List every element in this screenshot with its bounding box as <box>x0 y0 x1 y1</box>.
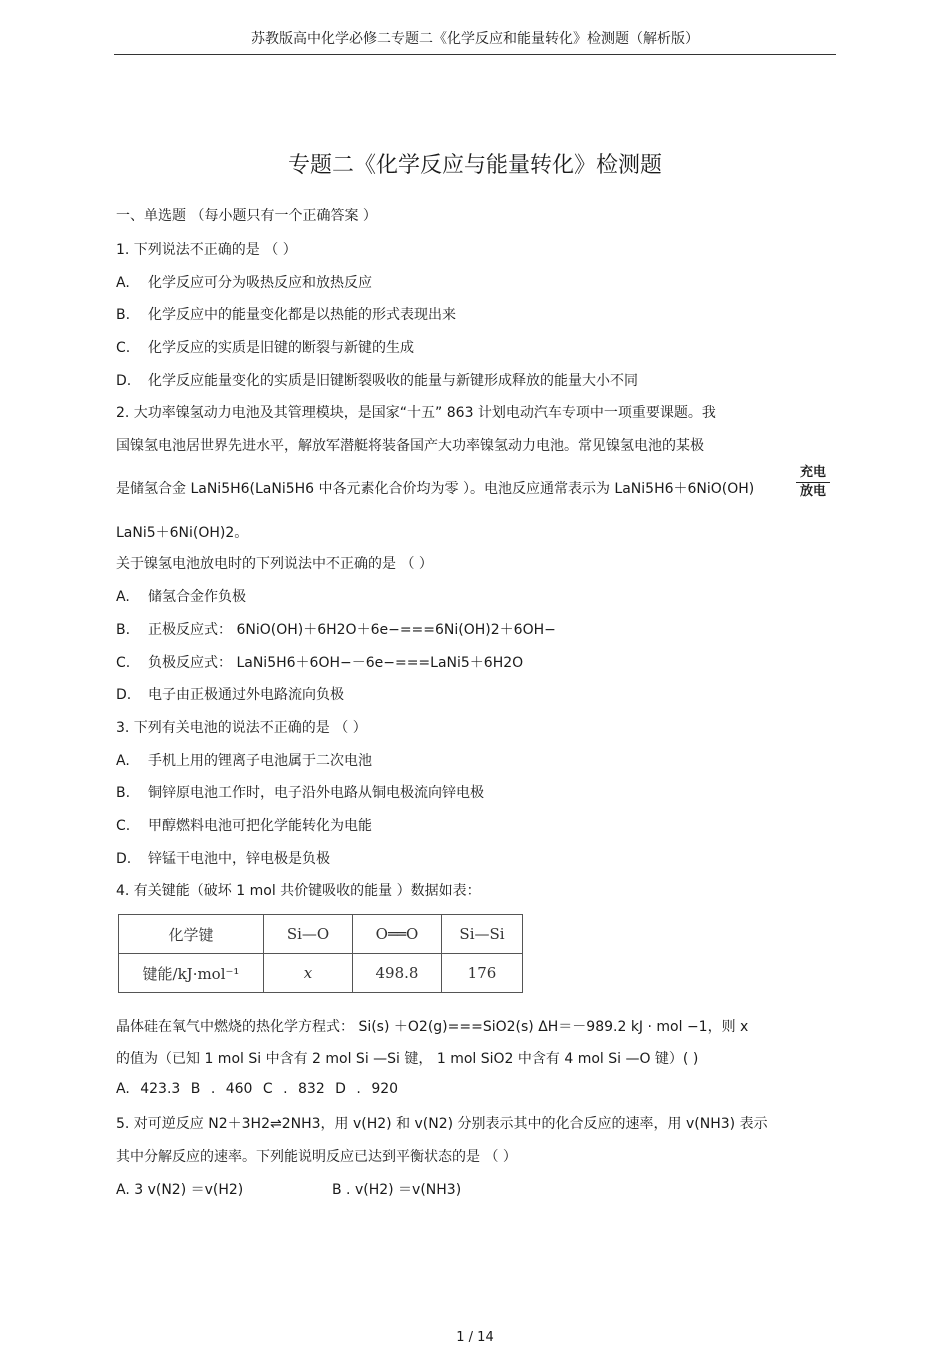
q3-option-c <box>116 815 372 835</box>
q4-equation-line: 晶体硅在氧气中燃烧的热化学方程式： Si(s) ＋O2(g)===SiO2(s) ΔH＝－989.2 kJ · mol −1，则 x <box>116 1019 749 1035</box>
charge-discharge-arrow <box>796 465 830 500</box>
q4-answers: A. 423.3 B . 460 C . 832 D . 920 <box>116 1081 399 1097</box>
q2-option-b <box>116 619 556 639</box>
q3-option-d <box>116 848 330 868</box>
q1-option-a <box>116 272 372 292</box>
table-header-row <box>119 915 523 954</box>
q5-option-a: A. 3 v(N2) ＝v(H2) <box>116 1182 244 1198</box>
q5-line-1: 5. 对可逆反应 N2＋3H2⇌2NH3，用 v(H2) 和 v(N2) 分别表示其中的化合反应的速率，用 v(NH3) 表示 <box>116 1116 768 1132</box>
option-text: 储氢合金作负极 <box>148 589 246 605</box>
option-text: 甲醇燃料电池可把化学能转化为电能 <box>148 818 372 834</box>
table-cell: 键能/kJ·mol⁻¹ <box>119 954 264 993</box>
option-text: 锌锰干电池中，锌电极是负极 <box>148 851 330 867</box>
q1-stem: 1. 下列说法不正确的是 （ ） <box>116 242 297 258</box>
table-cell: 化学键 <box>119 915 264 954</box>
arrow-bar <box>796 482 830 483</box>
table-cell: O══O <box>353 915 442 954</box>
option-text: 化学反应中的能量变化都是以热能的形式表现出来 <box>148 307 456 323</box>
arrow-top-label: 充电 <box>799 465 826 480</box>
option-key: B. <box>116 307 131 323</box>
q3-stem: 3. 下列有关电池的说法不正确的是 （ ） <box>116 720 367 736</box>
table-cell: Si—Si <box>442 915 523 954</box>
bond-energy-table <box>118 914 523 993</box>
q5-line-2: 其中分解反应的速率。下列能说明反应已达到平衡状态的是 （ ） <box>116 1149 517 1165</box>
option-key: B. <box>116 785 131 801</box>
page-number: 1 / 14 <box>456 1330 494 1345</box>
q1-option-d <box>116 370 638 390</box>
option-text: 化学反应能量变化的实质是旧键断裂吸收的能量与新键形成释放的能量大小不同 <box>148 373 638 389</box>
option-text: 化学反应可分为吸热反应和放热反应 <box>148 275 372 291</box>
q5-option-b: B . v(H2) ＝v(NH3) <box>332 1182 462 1198</box>
page-header: 苏教版高中化学必修二专题二《化学反应和能量转化》检测题（解析版） <box>251 31 699 47</box>
option-text: 电子由正极通过外电路流向负极 <box>148 687 344 703</box>
option-text: 负极反应式： LaNi5H6＋6OH−－6e−===LaNi5＋6H2O <box>148 655 524 671</box>
q1-option-c <box>116 337 414 357</box>
option-text: 正极反应式： 6NiO(OH)＋6H2O＋6e−===6Ni(OH)2＋6OH− <box>148 622 556 638</box>
table-cell: 176 <box>442 954 523 993</box>
option-key: C. <box>116 818 131 834</box>
q4-given-line: 的值为（已知 1 mol Si 中含有 2 mol Si —Si 键， 1 mol SiO2 中含有 4 mol Si —O 键）( ) <box>116 1051 699 1067</box>
option-key: C. <box>116 340 131 356</box>
q2-line-2: 国镍氢电池居世界先进水平，解放军潜艇将装备国产大功率镍氢动力电池。常见镍氢电池的某极 <box>116 438 704 454</box>
table-cell: x <box>264 954 353 993</box>
option-key: D. <box>116 687 132 703</box>
q2-option-a <box>116 586 246 606</box>
q2-option-d <box>116 684 344 704</box>
arrow-bottom-label: 放电 <box>799 484 826 499</box>
q3-option-a <box>116 750 372 770</box>
q2-ask: 关于镍氢电池放电时的下列说法中不正确的是 （ ） <box>116 556 433 572</box>
q4-stem: 4. 有关键能（破坏 1 mol 共价键吸收的能量 ）数据如表： <box>116 883 481 899</box>
table-cell: Si—O <box>264 915 353 954</box>
table-cell: 498.8 <box>353 954 442 993</box>
q2-line-3: 是储氢合金 LaNi5H6(LaNi5H6 中各元素化合价均为零 ）。电池反应通常表示为 LaNi5H6＋6NiO(OH) <box>116 481 755 497</box>
q3-option-b <box>116 782 484 802</box>
option-key: B. <box>116 622 131 638</box>
option-key: D. <box>116 851 132 867</box>
q2-line-1: 2. 大功率镍氢动力电池及其管理模块，是国家“十五” 863 计划电动汽车专项中一项重要课题。我 <box>116 405 716 421</box>
option-text: 化学反应的实质是旧键的断裂与新键的生成 <box>148 340 414 356</box>
option-key: A. <box>116 753 130 769</box>
option-key: C. <box>116 655 131 671</box>
section-heading: 一、单选题 （每小题只有一个正确答案 ） <box>116 208 377 224</box>
q2-line-4: LaNi5＋6Ni(OH)2。 <box>116 525 249 541</box>
q1-option-b <box>116 304 456 324</box>
option-text: 铜锌原电池工作时，电子沿外电路从铜电极流向锌电极 <box>148 785 484 801</box>
q2-option-c <box>116 652 523 672</box>
option-key: D. <box>116 373 132 389</box>
option-key: A. <box>116 275 130 291</box>
header-rule <box>114 54 836 55</box>
option-text: 手机上用的锂离子电池属于二次电池 <box>148 753 372 769</box>
table-row <box>119 954 523 993</box>
option-key: A. <box>116 589 130 605</box>
document-title: 专题二《化学反应与能量转化》检测题 <box>287 153 662 178</box>
